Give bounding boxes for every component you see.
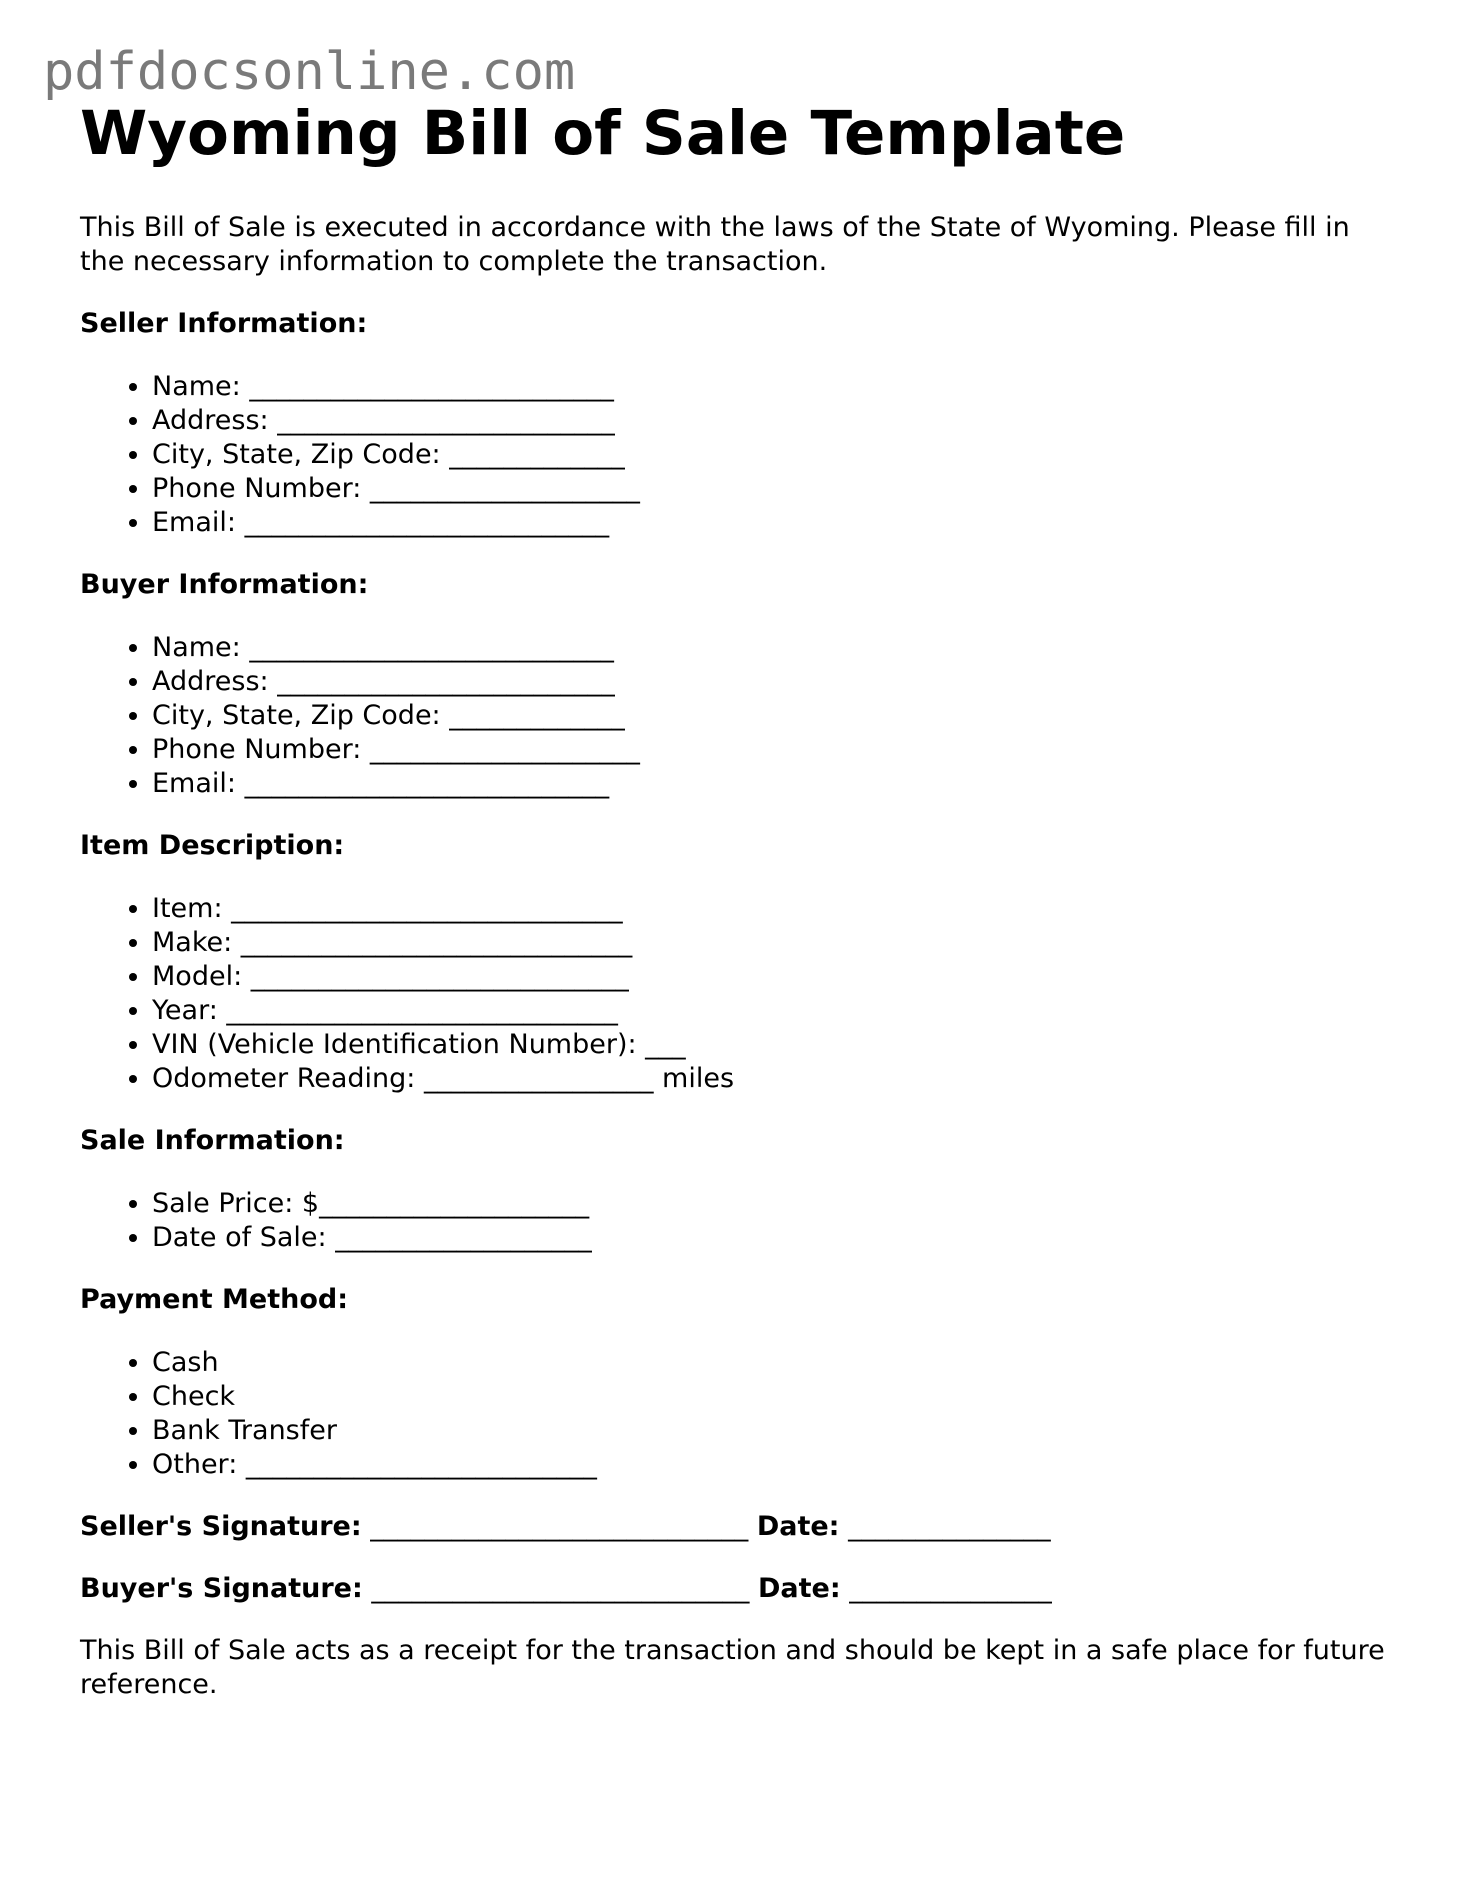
item-list <box>80 892 1400 1096</box>
buyer-heading: Buyer Information: <box>80 569 369 601</box>
sale-date-field[interactable]: • Date of Sale: ___________________ <box>152 1221 1400 1255</box>
payment-heading: Payment Method: <box>80 1284 349 1316</box>
item-field[interactable]: • Item: _____________________________ <box>152 892 1400 926</box>
document-page <box>80 100 1400 1702</box>
seller-address-field[interactable]: • Address: _________________________ <box>152 404 1400 438</box>
buyer-name-field[interactable]: • Name: ___________________________ <box>152 631 1400 665</box>
buyer-address-field[interactable]: • Address: _________________________ <box>152 665 1400 699</box>
seller-signature-label: Seller's Signature: <box>80 1511 362 1543</box>
intro-paragraph: This Bill of Sale is executed in accordance with the laws of the State of Wyoming. Please fill in the necessary information to complete the transaction. <box>80 212 1350 278</box>
buyer-date-label: Date: <box>757 1573 841 1605</box>
year-field[interactable]: • Year: _____________________________ <box>152 994 1400 1028</box>
page-title: Wyoming Bill of Sale Template <box>80 98 1126 169</box>
buyer-phone-field[interactable]: • Phone Number: ____________________ <box>152 733 1400 767</box>
seller-name-field[interactable]: • Name: ___________________________ <box>152 370 1400 404</box>
make-field[interactable]: • Make: _____________________________ <box>152 926 1400 960</box>
buyer-email-field[interactable]: • Email: ___________________________ <box>152 767 1400 801</box>
odometer-field[interactable]: • Odometer Reading: _________________ miles <box>152 1062 1400 1096</box>
sale-heading: Sale Information: <box>80 1125 345 1157</box>
payment-option-bank-transfer[interactable]: • Bank Transfer <box>152 1414 1400 1448</box>
payment-option-cash[interactable]: • Cash <box>152 1346 1400 1380</box>
sale-list <box>80 1187 1400 1255</box>
buyer-signature-label: Buyer's Signature: <box>80 1573 363 1605</box>
seller-heading: Seller Information: <box>80 308 368 340</box>
seller-signature-row <box>80 1510 1400 1544</box>
payment-option-check[interactable]: • Check <box>152 1380 1400 1414</box>
seller-city-state-zip-field[interactable]: • City, State, Zip Code: _____________ <box>152 438 1400 472</box>
seller-date-label: Date: <box>756 1511 840 1543</box>
seller-phone-field[interactable]: • Phone Number: ____________________ <box>152 472 1400 506</box>
seller-list <box>80 370 1400 540</box>
vin-field[interactable]: • VIN (Vehicle Identification Number): ___ <box>152 1028 1400 1062</box>
seller-signature-line[interactable]: ____________________________ <box>361 1511 757 1543</box>
payment-option-other-field[interactable]: • Other: __________________________ <box>152 1448 1400 1482</box>
buyer-date-line[interactable]: _______________ <box>840 1573 1052 1605</box>
sale-price-field[interactable]: • Sale Price: $____________________ <box>152 1187 1400 1221</box>
buyer-signature-line[interactable]: ____________________________ <box>362 1573 758 1605</box>
seller-email-field[interactable]: • Email: ___________________________ <box>152 506 1400 540</box>
buyer-list <box>80 631 1400 801</box>
buyer-signature-row <box>80 1572 1400 1606</box>
item-heading: Item Description: <box>80 830 345 862</box>
closing-paragraph: This Bill of Sale acts as a receipt for the transaction and should be kept in a safe place for future reference. <box>80 1635 1385 1701</box>
model-field[interactable]: • Model: ____________________________ <box>152 960 1400 994</box>
seller-date-line[interactable]: _______________ <box>839 1511 1051 1543</box>
watermark: pdfdocsonline.com <box>43 42 576 102</box>
payment-list <box>80 1346 1400 1482</box>
buyer-city-state-zip-field[interactable]: • City, State, Zip Code: _____________ <box>152 699 1400 733</box>
